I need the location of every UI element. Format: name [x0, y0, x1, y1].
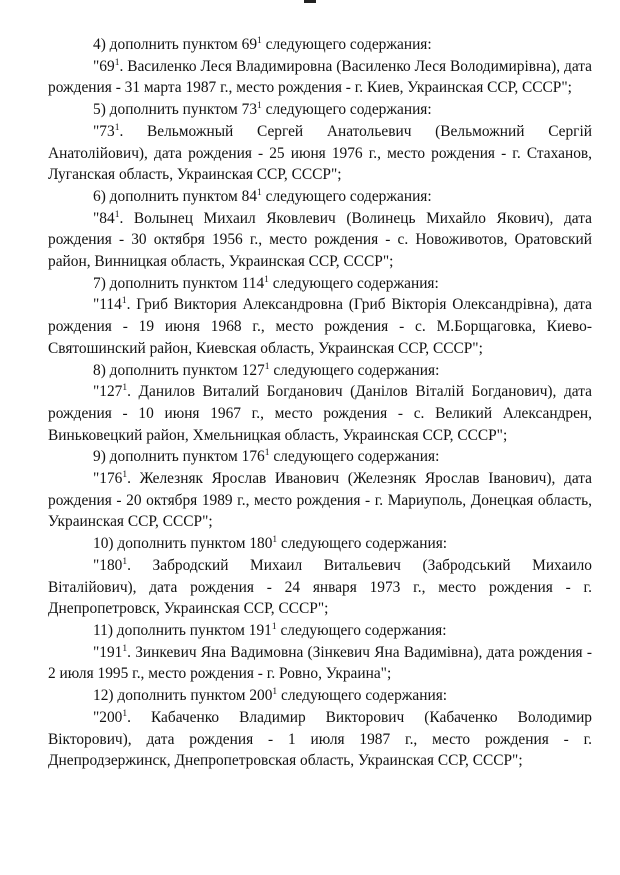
- entry-text: . Забродский Михаил Витальевич (Забродський Михаило Віталійович), дата рождения - 24 января 1973 г., место рождения - г. Днепропетровск, Украинская ССР, СССР";: [48, 556, 592, 618]
- amendment-instruction: [48, 533, 592, 555]
- page-number: [304, 0, 316, 3]
- amendment-list: [48, 34, 592, 772]
- entry-quote-open: "69: [93, 57, 115, 75]
- point-number: 114: [241, 274, 265, 292]
- footnote-marker: 1: [114, 122, 120, 133]
- intro-text-before: 5) дополнить пунктом: [93, 101, 242, 119]
- amendment-instruction: [48, 99, 592, 121]
- entry-quote-open: "127: [93, 383, 123, 401]
- person-entry: [48, 642, 592, 685]
- footnote-marker: 1: [122, 383, 128, 394]
- intro-text-before: 10) дополнить пунктом: [93, 535, 250, 553]
- intro-text-before: 6) дополнить пунктом: [93, 187, 242, 205]
- footnote-marker: 1: [264, 361, 270, 372]
- entry-text: . Кабаченко Владимир Викторович (Кабаченко Володимир Вікторович), дата рождения - 1 июля 1987 г., место рождения - г. Днепродзержинск, Днепропетровская область, Украинская ССР, СССР";: [48, 708, 592, 770]
- footnote-marker: 1: [122, 643, 128, 654]
- intro-text-after: следующего содержания:: [269, 448, 440, 466]
- point-number: 200: [249, 687, 273, 705]
- person-entry: [48, 707, 592, 772]
- intro-text-after: следующего содержания:: [261, 36, 432, 53]
- entry-text: . Василенко Леся Владимировна (Василенко Леся Володимирівна), дата рождения - 31 марта 1987 г., место рождения - г. Киев, Украинская ССР, СССР";: [48, 57, 592, 97]
- footnote-marker: 1: [257, 101, 262, 112]
- entry-text: . Гриб Виктория Александровна (Гриб Вікторія Олександрівна), дата рождения - 19 июня 1968 г., место рождения - с. М.Борщаговка, Киево-Святошинский район, Киевская область, Украинская ССР, СССР";: [48, 296, 592, 357]
- intro-text-before: 12) дополнить пунктом: [93, 687, 250, 705]
- entry-quote-open: "176: [93, 470, 123, 488]
- entry-text: . Данилов Виталий Богданович (Данілов Віталій Богданович), дата рождения - 10 июня 1967 г., место рождения - с. Великий Александрен, Виньковецкий район, Хмельницкая область, Украинская ССР, СССР";: [48, 383, 592, 444]
- intro-text-before: 4) дополнить пунктом: [93, 36, 242, 53]
- entry-text: . Железняк Ярослав Иванович (Железняк Ярослав Іванович), дата рождения - 20 октября 1989 г., место рождения - г. Мариуполь, Донецкая область, Украинская ССР, СССР";: [48, 470, 592, 531]
- amendment-instruction: [48, 685, 592, 707]
- point-number: 191: [248, 621, 272, 639]
- entry-text: . Волынец Михаил Яковлевич (Волинець Михайло Якович), дата рождения - 30 октября 1956 г., место рождения - с. Новоживотов, Оратовский район, Винницкая область, Украинская ССР, СССР";: [48, 209, 592, 271]
- intro-text-after: следующего содержания:: [276, 621, 447, 639]
- intro-text-after: следующего содержания:: [277, 687, 448, 705]
- intro-text-after: следующего содержания:: [277, 535, 448, 553]
- point-number: 127: [241, 361, 265, 379]
- intro-text-after: следующего содержания:: [268, 274, 439, 292]
- intro-text-before: 11) дополнить пунктом: [93, 621, 249, 639]
- intro-text-before: 8) дополнить пунктом: [93, 361, 242, 379]
- entry-quote-open: "191: [93, 643, 123, 661]
- point-number: 176: [241, 448, 265, 466]
- point-number: 69: [241, 36, 258, 53]
- footnote-marker: 1: [114, 209, 120, 220]
- footnote-marker: 1: [122, 470, 128, 481]
- entry-quote-open: "180: [93, 556, 123, 574]
- footnote-marker: 1: [264, 448, 270, 459]
- entry-quote-open: "114: [93, 296, 122, 314]
- amendment-instruction: [48, 620, 592, 642]
- footnote-marker: 1: [114, 57, 120, 68]
- person-entry: [48, 294, 592, 359]
- amendment-instruction: [48, 446, 592, 468]
- intro-text-after: следующего содержания:: [261, 101, 432, 119]
- intro-text-before: 7) дополнить пунктом: [93, 274, 242, 292]
- person-entry: [48, 208, 592, 273]
- amendment-instruction: [48, 34, 592, 56]
- document-body: [48, 34, 592, 772]
- entry-text: . Зинкевич Яна Вадимовна (Зінкевич Яна Вадимівна), дата рождения - 2 июля 1995 г., место рождения - г. Ровно, Украина";: [48, 643, 592, 683]
- person-entry: [48, 56, 592, 99]
- footnote-marker: 1: [122, 556, 128, 567]
- footnote-marker: 1: [121, 296, 127, 307]
- intro-text-after: следующего содержания:: [261, 187, 432, 205]
- footnote-marker: 1: [122, 708, 128, 719]
- person-entry: [48, 381, 592, 446]
- footnote-marker: 1: [271, 621, 277, 632]
- person-entry: [48, 121, 592, 186]
- point-number: 84: [241, 187, 258, 205]
- amendment-instruction: [48, 186, 592, 208]
- entry-quote-open: "200: [93, 708, 123, 726]
- person-entry: [48, 555, 592, 620]
- footnote-marker: 1: [272, 687, 278, 698]
- entry-quote-open: "73: [93, 122, 115, 140]
- point-number: 180: [249, 535, 273, 553]
- person-entry: [48, 468, 592, 533]
- intro-text-before: 9) дополнить пунктом: [93, 448, 242, 466]
- point-number: 73: [241, 101, 258, 119]
- amendment-instruction: [48, 273, 592, 295]
- footnote-marker: 1: [272, 535, 278, 546]
- amendment-instruction: [48, 360, 592, 382]
- intro-text-after: следующего содержания:: [269, 361, 440, 379]
- entry-quote-open: "84: [93, 209, 115, 227]
- footnote-marker: 1: [257, 36, 262, 46]
- footnote-marker: 1: [264, 274, 269, 285]
- entry-text: . Вельможный Сергей Анатольевич (Вельможний Сергій Анатолійович), дата рождения - 25 июня 1976 г., место рождения - г. Стаханов, Луганская область, Украинская ССР, СССР";: [48, 122, 592, 184]
- footnote-marker: 1: [257, 187, 262, 198]
